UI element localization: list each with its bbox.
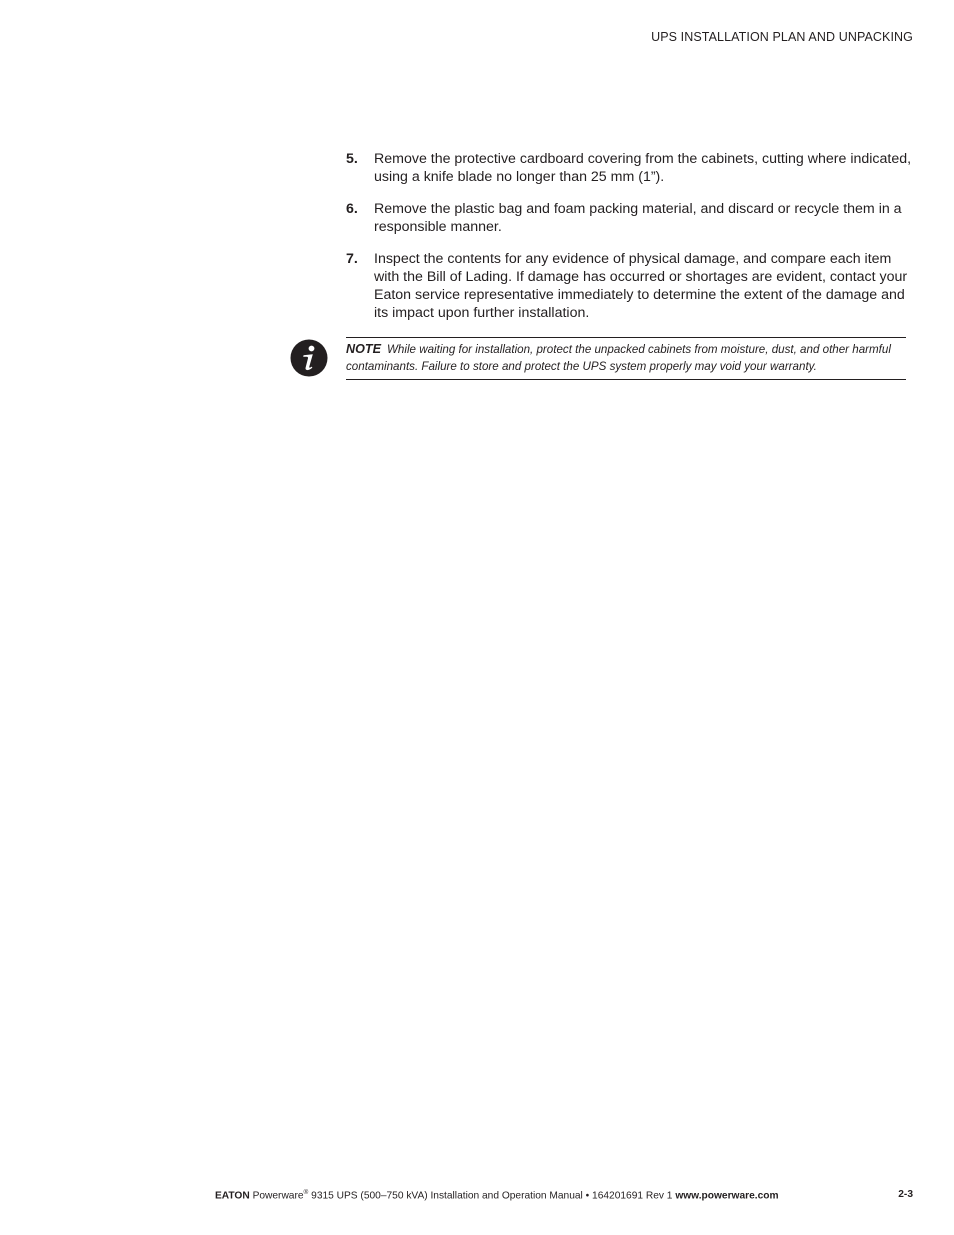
info-icon — [290, 339, 328, 377]
step-item — [346, 150, 916, 186]
step-item — [346, 200, 916, 236]
footer-manual-info: 9315 UPS (500–750 kVA) Installation and Operation Manual • 164201691 Rev 1 — [308, 1190, 676, 1202]
page-number: 2-3 — [898, 1189, 913, 1200]
note-box — [346, 337, 906, 380]
footer-brand: EATON — [215, 1190, 250, 1202]
step-text: Remove the protective cardboard covering from the cabinets, cutting where indicated, using a knife blade no longer than 25 mm (1”). — [374, 151, 912, 185]
running-header: UPS INSTALLATION PLAN AND UNPACKING — [651, 30, 913, 44]
step-number: 7. — [346, 251, 358, 267]
footer-url: www.powerware.com — [675, 1190, 779, 1202]
step-text: Remove the plastic bag and foam packing material, and discard or recycle them in a responsible manner. — [374, 201, 902, 235]
note-label: NOTE — [346, 342, 381, 356]
step-number: 6. — [346, 201, 358, 217]
note-text: While waiting for installation, protect the unpacked cabinets from moisture, dust, and other harmful contaminants. Failure to store and protect the UPS system properly may void your warranty. — [346, 343, 891, 373]
page-footer — [215, 1189, 914, 1201]
step-text: Inspect the contents for any evidence of physical damage, and compare each item with the Bill of Lading. If damage has occurred or shortages are evident, contact your Eaton service representative immediately to determine the extent of the damage and its impact upon further installation. — [374, 251, 908, 321]
footer-product: Powerware — [252, 1190, 304, 1202]
step-number: 5. — [346, 151, 358, 167]
instruction-steps — [346, 150, 916, 336]
registered-mark: ® — [303, 1189, 309, 1196]
step-item — [346, 250, 916, 322]
